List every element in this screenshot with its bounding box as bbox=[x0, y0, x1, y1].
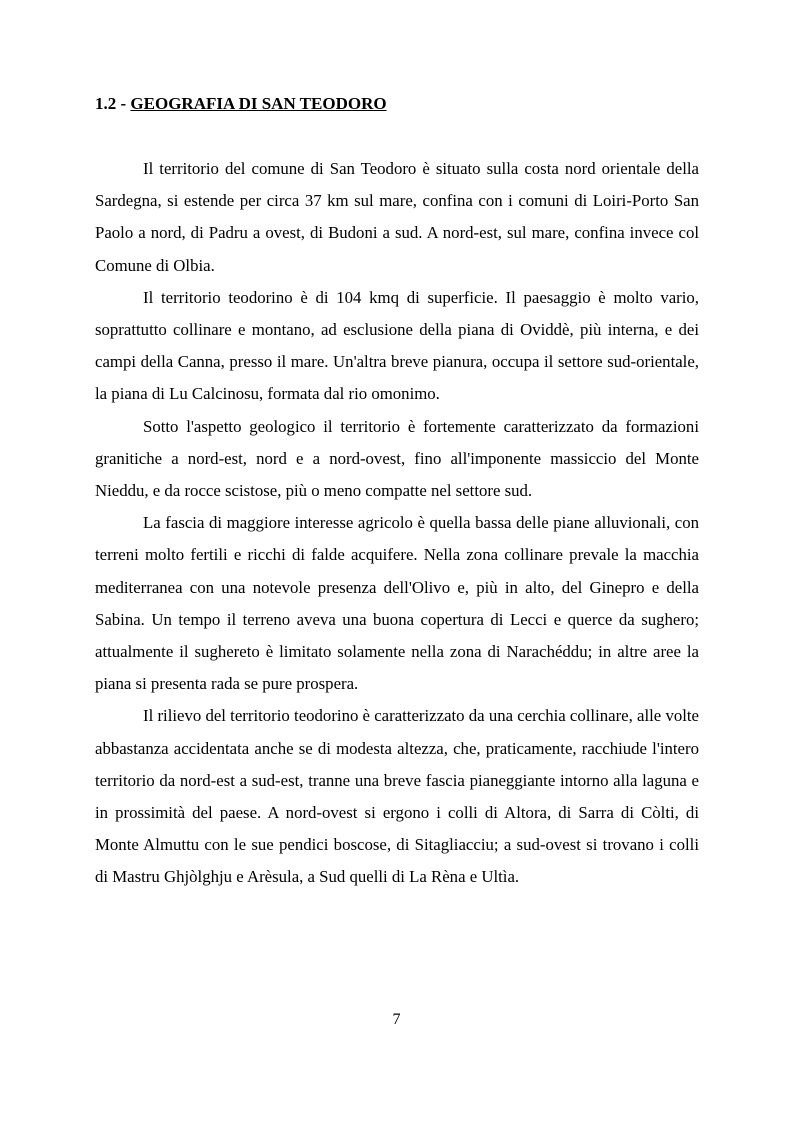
paragraph: La fascia di maggiore interesse agricolo è quella bassa delle piane alluvionali, con terreni molto fertili e ricchi di falde acquifere. Nella zona collinare prevale la macchia mediterranea con una notevole presenza dell'Olivo e, più in alto, del Ginepro e della Sabina. Un tempo il terreno aveva una buona copertura di Lecci e querce da sughero; attualmente il sughereto è limitato solamente nella zona di Narachéddu; in altre aree la piana si presenta rada se pure prospera. bbox=[95, 513, 699, 694]
body-text bbox=[95, 153, 699, 894]
page-number: 7 bbox=[392, 1011, 401, 1028]
paragraph: Il rilievo del territorio teodorino è caratterizzato da una cerchia collinare, alle volte abbastanza accidentata anche se di modesta altezza, che, praticamente, racchiude l'intero territorio da nord-est a sud-est, tranne una breve fascia pianeggiante intorno alla laguna e in prossimità del paese. A nord-ovest si ergono i colli di Altora, di Sarra di Còlti, di Monte Almuttu con le sue pendici boscose, di Sitagliacciu; a sud-ovest si trovano i colli di Mastru Ghjòlghju e Arèsula, a Sud quelli di La Rèna e Ultìa. bbox=[95, 706, 699, 887]
paragraph: Il territorio teodorino è di 104 kmq di superficie. Il paesaggio è molto vario, soprattutto collinare e montano, ad esclusione della piana di Oviddè, più interna, e dei campi della Canna, presso il mare. Un'altra breve pianura, occupa il settore sud-orientale, la piana di Lu Calcinosu, formata dal rio omonimo. bbox=[95, 287, 699, 404]
paragraph: Il territorio del comune di San Teodoro è situato sulla costa nord orientale della Sardegna, si estende per circa 37 km sul mare, confina con i comuni di Loiri-Porto San Paolo a nord, di Padru a ovest, di Budoni a sud. A nord-est, sul mare, confina invece col Comune di Olbia. bbox=[95, 159, 699, 275]
section-number: 1.2 - bbox=[95, 94, 127, 113]
section-heading bbox=[95, 93, 387, 115]
section-title: GEOGRAFIA DI SAN TEODORO bbox=[130, 94, 387, 113]
paragraph: Sotto l'aspetto geologico il territorio è fortemente caratterizzato da formazioni granitiche a nord-est, nord e a nord-ovest, fino all'imponente massiccio del Monte Nieddu, e da rocce scistose, più o meno compatte nel settore sud. bbox=[95, 416, 699, 501]
